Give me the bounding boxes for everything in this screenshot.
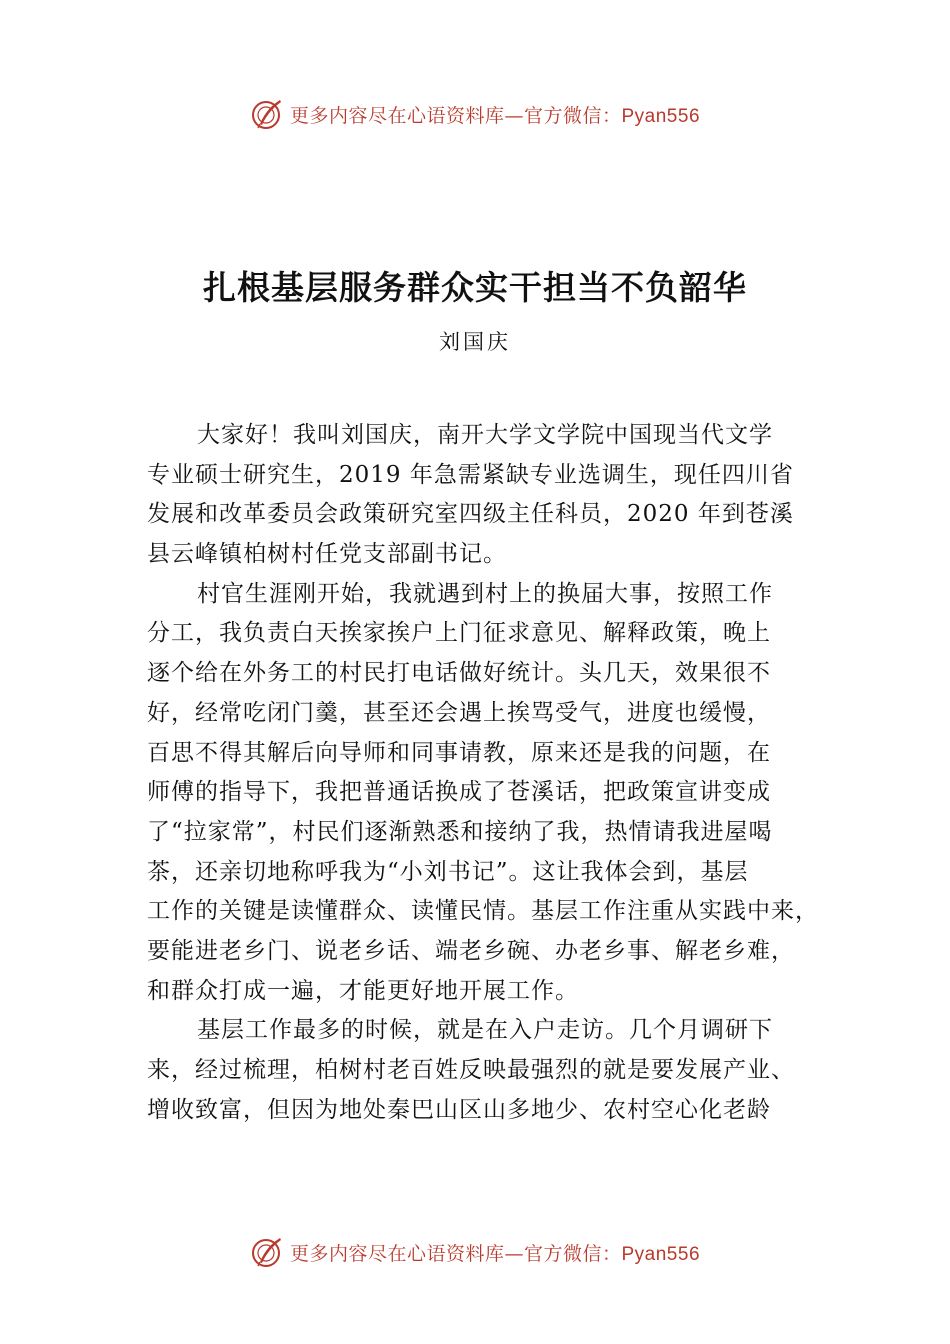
header-banner [0, 92, 950, 136]
wechat-id: Pyan556 [621, 1243, 701, 1265]
text-line: 增收致富，但因为地处秦巴山区山多地少、农村空心化老龄 [147, 1096, 771, 1123]
text-line: 茶，还亲切地称呼我为“小刘书记”。这让我体会到，基层 [147, 858, 749, 885]
article-body [147, 416, 837, 1130]
text-line: 师傅的指导下，我把普通话换成了苍溪话，把政策宣讲变成 [147, 779, 771, 806]
text-line: 分工，我负责白天挨家挨户上门征求意见、解释政策，晚上 [147, 620, 771, 647]
text-line: 基层工作最多的时候，就是在入户走访。几个月调研下 [197, 1017, 773, 1044]
text-line: 逐个给在外务工的村民打电话做好统计。头几天，效果很不 [147, 660, 771, 687]
text-line: 专业硕士研究生，2019 年急需紧缺专业选调生，现任四川省 [147, 461, 794, 488]
text-line: 百思不得其解后向导师和同事请教，原来还是我的问题，在 [147, 739, 771, 766]
quill-logo-icon [250, 97, 284, 131]
text-line: 了“拉家常”，村民们逐渐熟悉和接纳了我，热情请我进屋喝 [147, 818, 773, 845]
page-title: 扎根基层服务群众实干担当不负韶华 [203, 268, 747, 307]
banner-text [290, 1239, 700, 1266]
footer-banner [0, 1230, 950, 1274]
text-line: 大家好！我叫刘国庆，南开大学文学院中国现当代文学 [197, 422, 773, 448]
text-line: 和群众打成一遍，才能更好地开展工作。 [147, 977, 579, 1004]
banner-label: 更多内容尽在心语资料库—官方微信： [289, 104, 622, 127]
banner-label: 更多内容尽在心语资料库—官方微信： [289, 1242, 622, 1265]
text-line: 工作的关键是读懂群众、读懂民情。基层工作注重从实践中来， [147, 898, 819, 925]
text-line: 发展和改革委员会政策研究室四级主任科员，2020 年到苍溪 [147, 501, 794, 528]
quill-logo-icon [250, 1235, 284, 1269]
text-line: 县云峰镇柏树村任党支部副书记。 [147, 541, 507, 568]
text-line: 村官生涯刚开始，我就遇到村上的换届大事，按照工作 [197, 580, 773, 607]
text-line: 要能进老乡门、说老乡话、端老乡碗、办老乡事、解老乡难， [147, 937, 795, 964]
banner-text [290, 101, 700, 128]
text-line: 来，经过梳理，柏树村老百姓反映最强烈的就是要发展产业、 [147, 1057, 795, 1083]
wechat-id: Pyan556 [621, 105, 701, 127]
text-line: 好，经常吃闭门羹，甚至还会遇上挨骂受气，进度也缓慢， [147, 699, 771, 726]
author-name: 刘国庆 [439, 330, 511, 354]
